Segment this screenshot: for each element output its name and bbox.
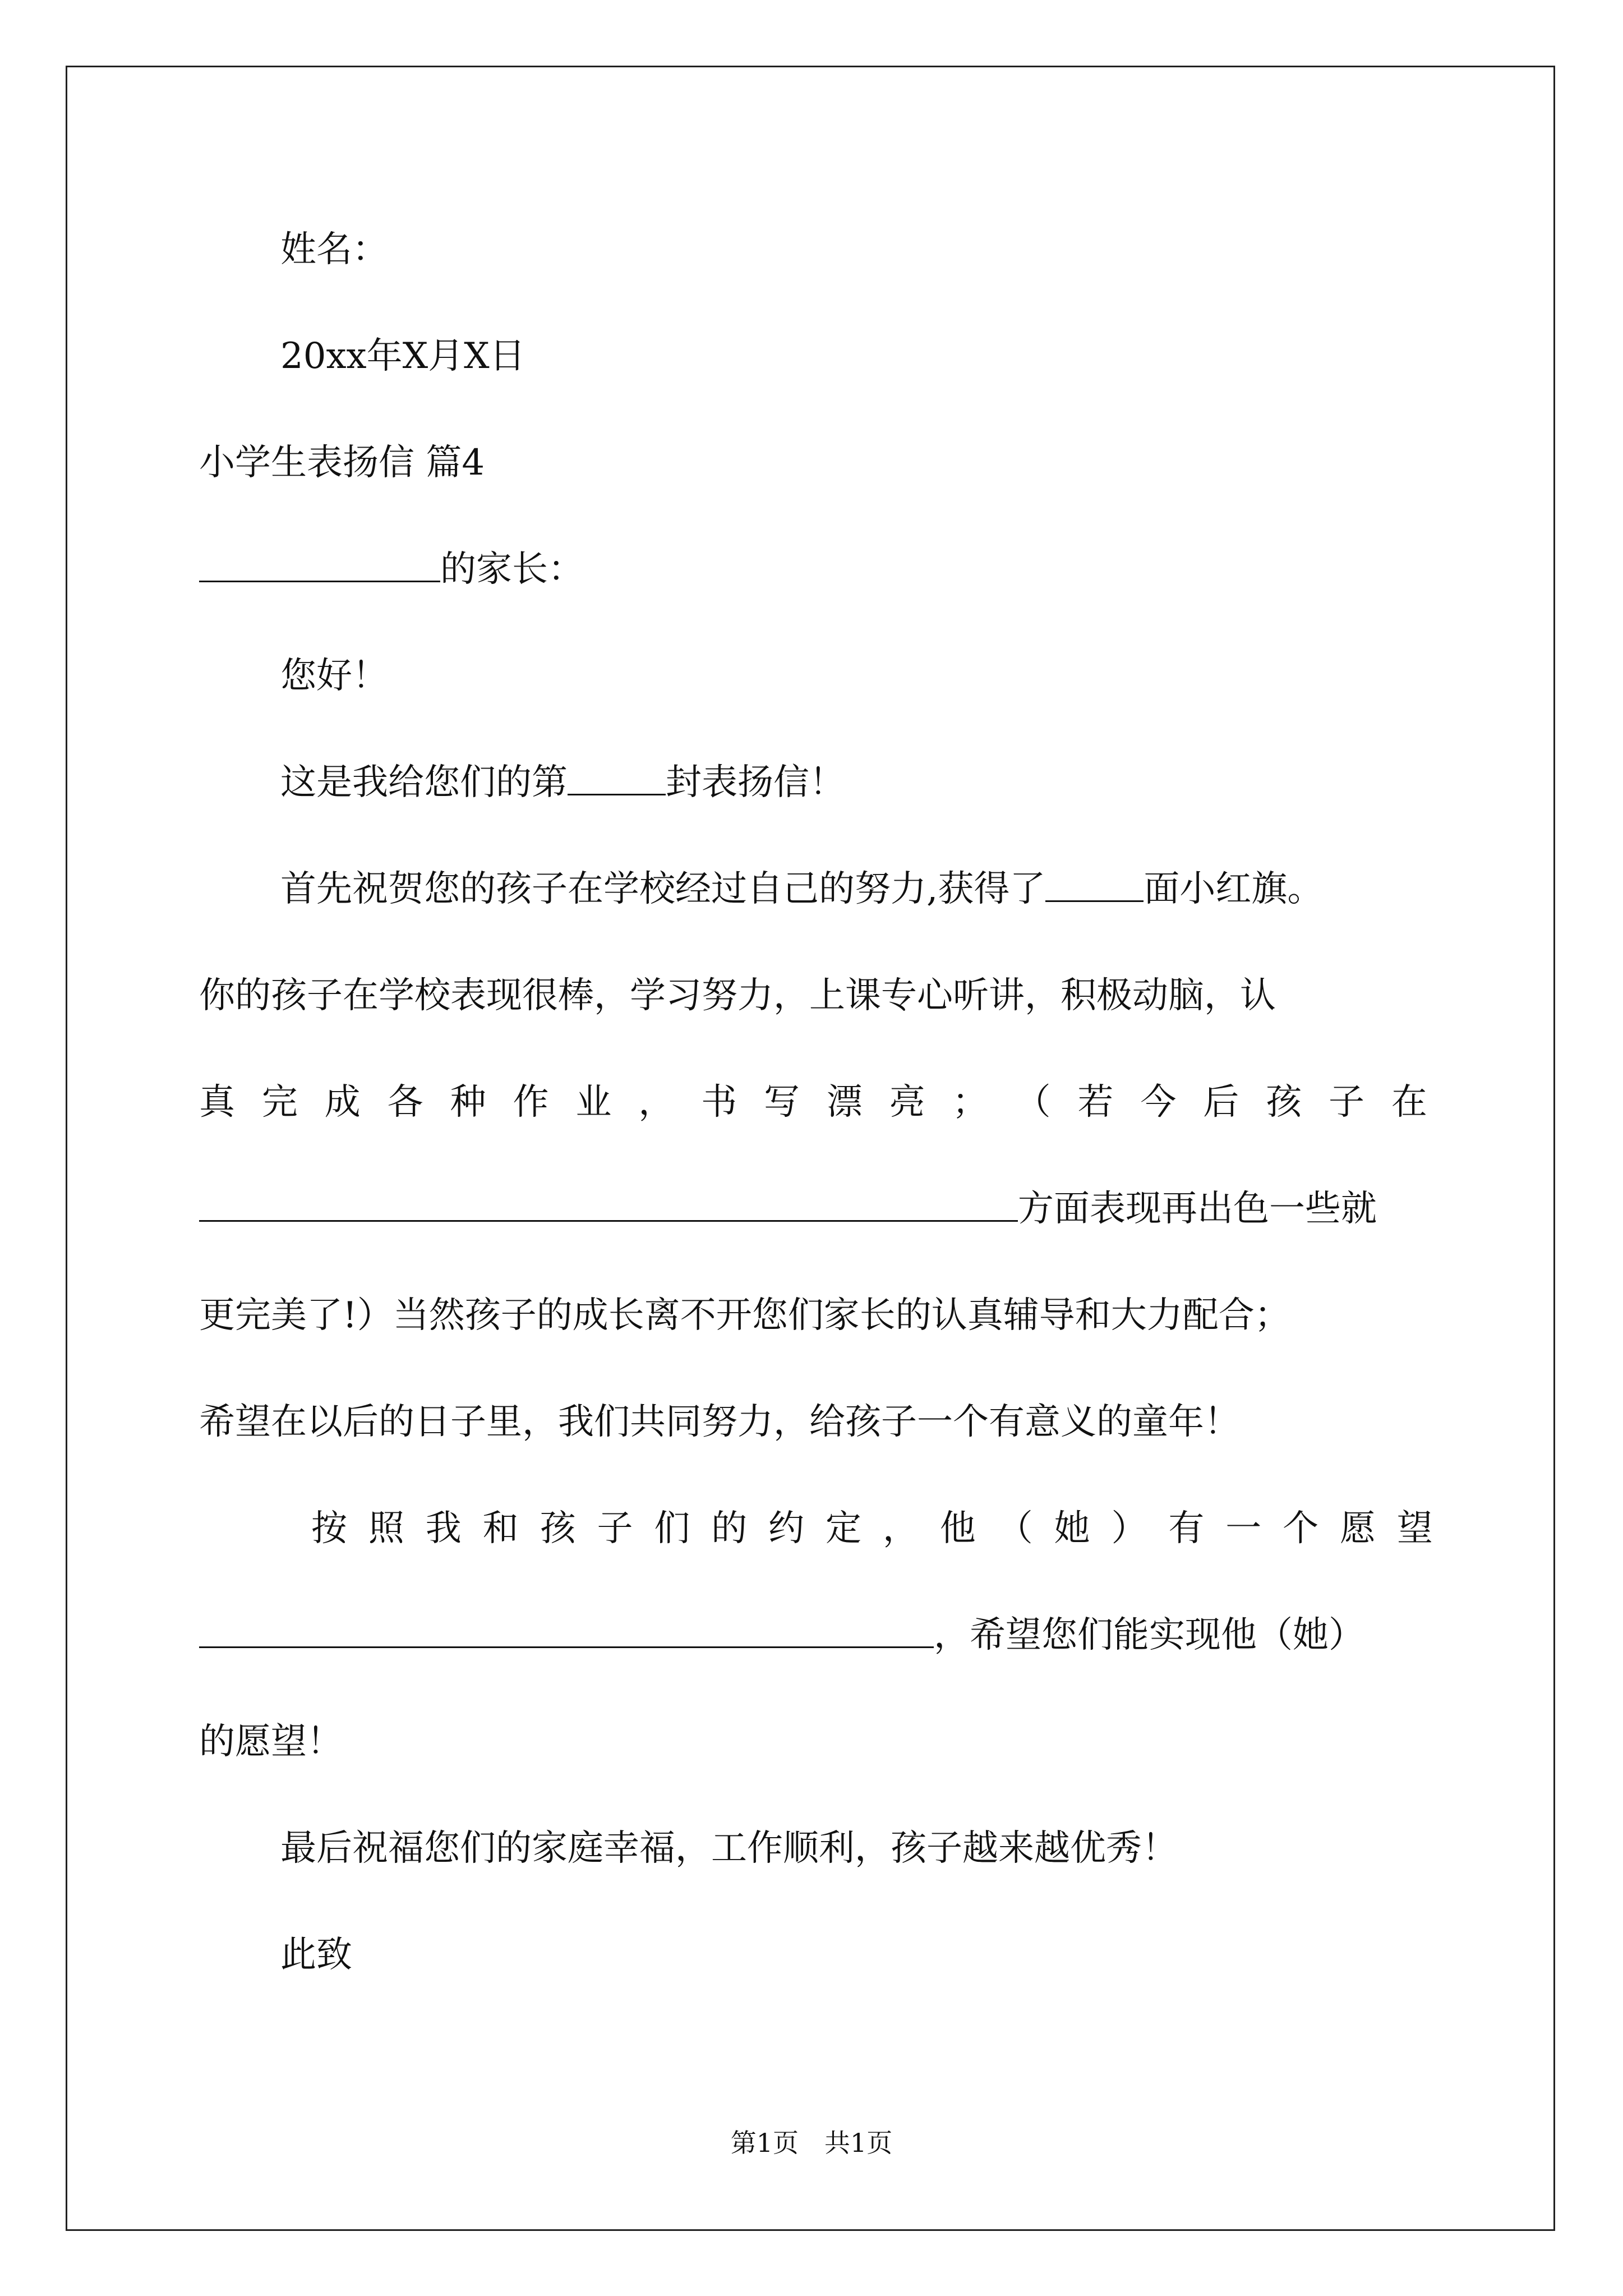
name-label: 姓名：	[280, 229, 388, 270]
letter-date: 20xx年X月X日	[280, 335, 525, 377]
improve-suffix: 方面表现再出色一些就	[1018, 1188, 1377, 1230]
wish-intro-spread-char: ，	[882, 1508, 919, 1549]
wish-intro-spread-char: 们	[654, 1508, 690, 1549]
congrats-suffix: 面小红旗。	[1144, 868, 1324, 910]
praise-cont-spread-char: 子	[1329, 1082, 1365, 1123]
wish-intro-spread-char: 定	[826, 1508, 862, 1549]
praise-cont-spread	[199, 1074, 1427, 1130]
praise-cont-spread-char: 若	[1077, 1082, 1114, 1123]
wish-line	[199, 1607, 1433, 1663]
wish-intro-spread-char: 个	[1283, 1508, 1319, 1549]
wish-intro-spread-char: ）	[1111, 1508, 1147, 1549]
praise-cont-spread-char: 种	[450, 1082, 486, 1123]
praise-cont-spread-char: 漂	[826, 1082, 863, 1123]
praise-cont-spread-char: 完	[261, 1082, 298, 1123]
praise-cont-spread-char: 真	[199, 1082, 235, 1123]
praise-cont-spread-char: 各	[387, 1082, 423, 1123]
praise-cont-spread-char: 在	[1391, 1082, 1427, 1123]
improve-line	[199, 1181, 1433, 1237]
wish-intro-line	[311, 1501, 1545, 1557]
praise-cont-spread-char: ，	[638, 1082, 675, 1123]
wish-blank	[199, 1607, 934, 1648]
wish-intro-spread-char: 的	[711, 1508, 748, 1549]
praise-line: 你的孩子在学校表现很棒，学习努力，上课专心听讲，积极动脑，认	[199, 975, 1276, 1016]
wish-intro-spread-char: 望	[1396, 1508, 1433, 1549]
congrats-prefix: 首先祝贺您的孩子在学校经过自己的努力,获得了	[280, 868, 1046, 910]
salutation	[199, 541, 1433, 597]
praise-cont-spread-char: 亮	[889, 1082, 925, 1123]
wish-intro-spread-char: 和	[482, 1508, 519, 1549]
page-border	[66, 66, 1555, 2231]
perfect-line: 更完美了!）当然孩子的成长离不开您们家长的认真辅导和大力配合；	[199, 1295, 1290, 1336]
praise-cont-spread-char: 孩	[1266, 1082, 1302, 1123]
wish-intro-spread-char: 一	[1225, 1508, 1262, 1549]
salutation-suffix: 的家长：	[440, 549, 584, 590]
blessing-line: 最后祝福您们的家庭幸福，工作顺利，孩子越来越优秀！	[280, 1828, 1178, 1869]
wish-intro-spread-char: 照	[368, 1508, 404, 1549]
wish-intro-spread-char: 约	[768, 1508, 805, 1549]
page-footer: 第1页 共1页	[730, 2128, 893, 2158]
wish-intro-spread-char: 孩	[540, 1508, 576, 1549]
wish-intro-spread-char: 他	[939, 1508, 976, 1549]
praise-cont-spread-char: 写	[764, 1082, 800, 1123]
improve-area-blank	[199, 1181, 1018, 1222]
praise-cont-spread-char: 作	[513, 1082, 549, 1123]
section-title: 小学生表扬信 篇4	[199, 442, 485, 484]
letter-count-line	[280, 754, 1514, 811]
wish-intro-spread-char: 我	[425, 1508, 462, 1549]
wish-intro-spread-char: （	[997, 1508, 1033, 1549]
praise-cont-line	[199, 1074, 1433, 1130]
congrats-line	[280, 861, 1514, 917]
wish-intro-spread-char: 有	[1168, 1508, 1205, 1549]
wish-end-line: 的愿望！	[199, 1721, 343, 1763]
wish-intro-spread	[311, 1501, 1433, 1557]
letter-count-suffix: 封表扬信！	[666, 762, 845, 803]
praise-cont-spread-char: ；	[952, 1082, 988, 1123]
praise-cont-spread-char: 后	[1203, 1082, 1239, 1123]
hope-line: 希望在以后的日子里，我们共同努力，给孩子一个有意义的童年！	[199, 1401, 1240, 1443]
wish-suffix: ，希望您们能实现他（她）	[934, 1614, 1364, 1656]
wish-intro-spread-char: 她	[1054, 1508, 1090, 1549]
closing-line: 此致	[280, 1934, 352, 1976]
flag-count-blank	[1045, 861, 1144, 902]
praise-cont-spread-char: 业	[575, 1082, 612, 1123]
parent-name-blank	[199, 541, 440, 582]
praise-cont-spread-char: （	[1015, 1082, 1051, 1123]
letter-count-prefix: 这是我给您们的第	[280, 762, 568, 803]
praise-cont-spread-char: 成	[324, 1082, 361, 1123]
wish-intro-spread-char: 愿	[1340, 1508, 1376, 1549]
greeting: 您好！	[280, 655, 388, 697]
wish-intro-spread-char: 按	[311, 1508, 347, 1549]
wish-intro-spread-char: 子	[597, 1508, 633, 1549]
praise-cont-spread-char: 书	[701, 1082, 737, 1123]
praise-cont-spread-char: 今	[1140, 1082, 1177, 1123]
letter-count-blank	[568, 754, 666, 795]
